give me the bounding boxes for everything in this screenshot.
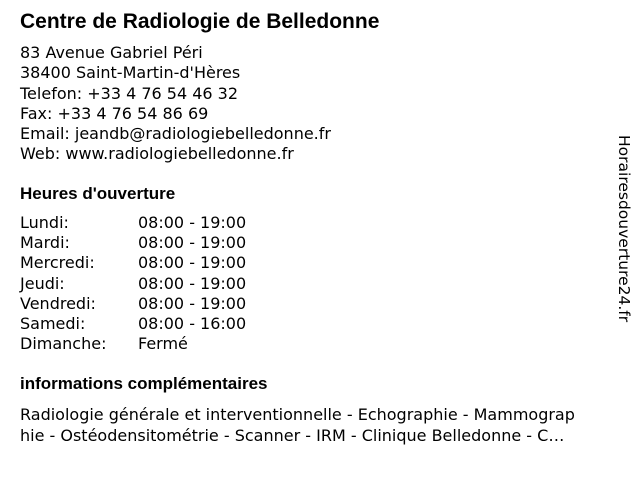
time-range: 08:00 - 19:00 <box>138 253 247 273</box>
time-range: 08:00 - 19:00 <box>138 293 247 313</box>
hours-row-mercredi <box>20 253 280 273</box>
day-label: Vendredi: <box>20 293 96 313</box>
business-name: Centre de Radiologie de Belledonne <box>20 10 380 33</box>
day-label: Mercredi: <box>20 253 95 273</box>
contact-block <box>20 43 331 165</box>
address-street: 83 Avenue Gabriel Péri <box>20 43 203 62</box>
time-range: 08:00 - 19:00 <box>138 273 247 293</box>
time-range: 08:00 - 16:00 <box>138 313 247 333</box>
hours-row-mardi <box>20 233 280 253</box>
opening-hours-heading: Heures d'ouverture <box>20 184 176 203</box>
time-range: 08:00 - 19:00 <box>138 233 247 253</box>
address-city: 38400 Saint-Martin-d'Hères <box>20 63 241 83</box>
hours-row-lundi <box>20 213 280 233</box>
website: Web: www.radiologiebelledonne.fr <box>20 144 294 164</box>
additional-info-heading: informations complémentaires <box>20 374 268 393</box>
additional-info-text <box>20 404 624 446</box>
info-line-1: Radiologie générale et interventionnelle - Echographie - Mammograp <box>20 405 575 424</box>
time-range: 08:00 - 19:00 <box>138 213 247 232</box>
opening-hours-table <box>20 213 280 354</box>
info-line-2: hie - Ostéodensitométrie - Scanner - IRM - Clinique Belledonne - C… <box>20 426 565 445</box>
day-label: Jeudi: <box>20 273 65 293</box>
day-label: Dimanche: <box>20 334 107 354</box>
hours-row-dimanche <box>20 334 280 354</box>
phone-number: Telefon: +33 4 76 54 46 32 <box>20 83 239 103</box>
day-label: Mardi: <box>20 233 70 253</box>
email-address: Email: jeandb@radiologiebelledonne.fr <box>20 124 331 144</box>
day-label: Lundi: <box>20 213 69 232</box>
fax-number: Fax: +33 4 76 54 86 69 <box>20 103 209 123</box>
hours-row-jeudi <box>20 274 280 294</box>
day-label: Samedi: <box>20 313 86 333</box>
site-watermark: Horairesdouverture24.fr <box>615 135 633 323</box>
time-range: Fermé <box>138 334 188 354</box>
hours-row-vendredi <box>20 294 280 314</box>
hours-row-samedi <box>20 314 280 334</box>
